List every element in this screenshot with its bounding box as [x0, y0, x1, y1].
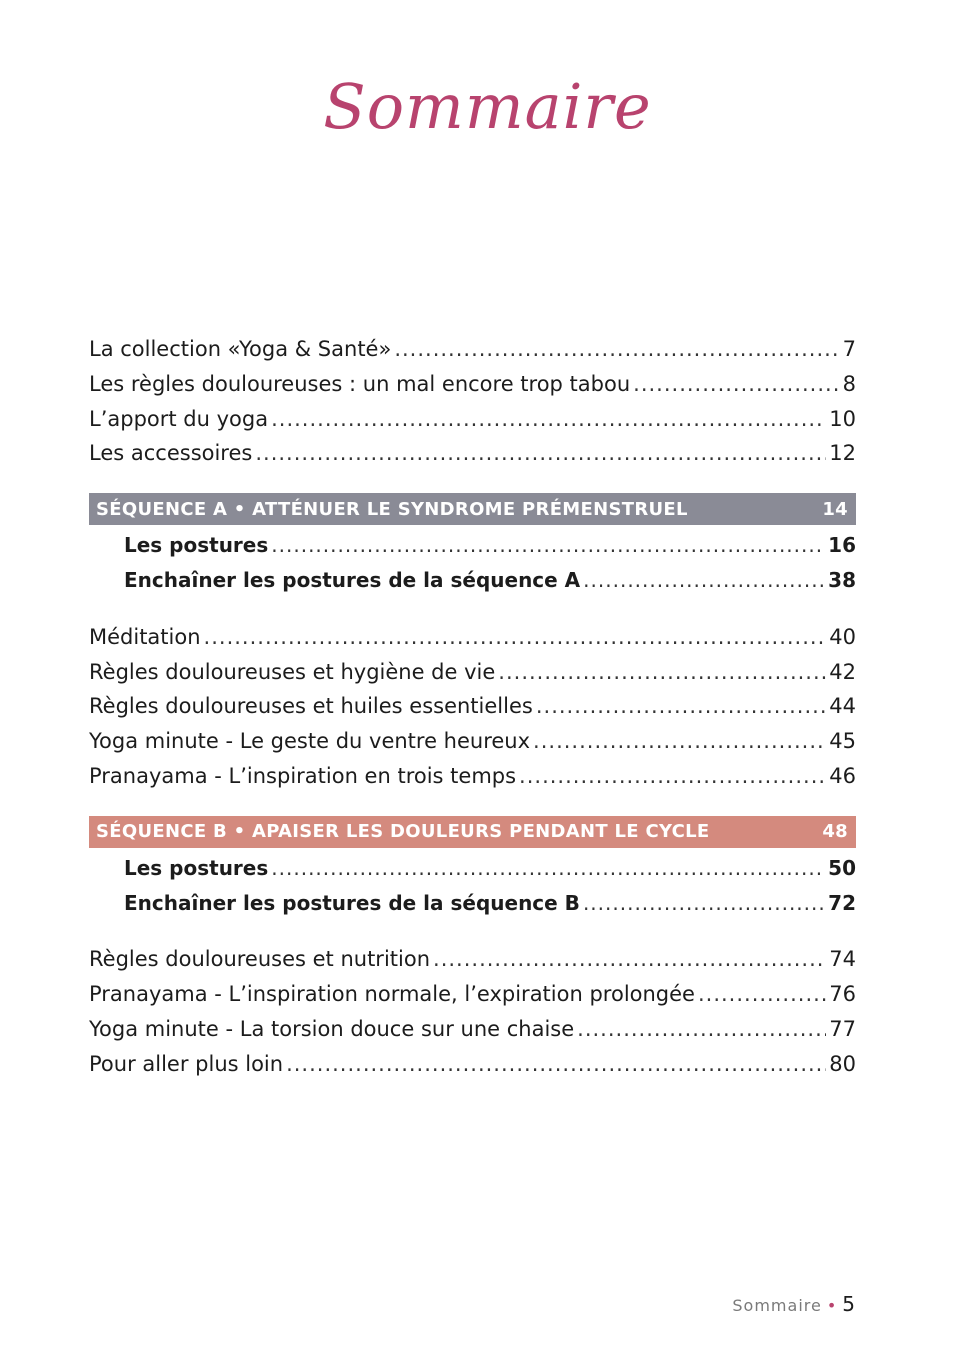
toc-entry-label: Règles douloureuses et hygiène de vie	[89, 659, 496, 684]
sequence-b-banner[interactable]	[89, 816, 856, 848]
dot-leader	[271, 528, 825, 563]
dot-leader	[519, 759, 826, 794]
toc-entry-label: Pour aller plus loin	[89, 1051, 284, 1076]
toc-subentry[interactable]	[89, 886, 856, 921]
sequence-a-banner[interactable]	[89, 493, 856, 525]
toc-entry-label: Les postures	[124, 533, 269, 558]
toc-entry-label: Yoga minute - La torsion douce sur une chaise	[89, 1016, 575, 1041]
dot-leader	[583, 886, 825, 921]
page-title: Sommaire	[323, 70, 652, 143]
toc-entry-label: Méditation	[89, 624, 201, 649]
toc-entry[interactable]	[89, 620, 856, 655]
dot-leader	[394, 332, 839, 367]
toc-entry[interactable]	[89, 759, 856, 794]
toc-entry[interactable]	[89, 1012, 856, 1047]
dot-leader	[533, 724, 826, 759]
toc-entry-label: Pranayama - L’inspiration en trois temps	[89, 763, 517, 788]
toc-entry-page: 77	[829, 1016, 856, 1041]
toc-entry-label: Yoga minute - Le geste du ventre heureux	[89, 729, 531, 754]
dot-leader	[577, 1012, 826, 1047]
toc-entry-page: 42	[829, 659, 856, 684]
toc-entry[interactable]	[89, 977, 856, 1012]
dot-leader	[271, 851, 825, 886]
toc-entry-page: 38	[828, 567, 856, 592]
toc-entry-page: 10	[829, 406, 856, 431]
toc-entry-page: 76	[829, 982, 856, 1007]
toc-entry-page: 50	[828, 855, 856, 880]
toc-entry[interactable]	[89, 332, 856, 367]
toc-subentry[interactable]	[89, 563, 856, 598]
toc-entry-label: Enchaîner les postures de la séquence A	[124, 567, 581, 592]
toc-entry[interactable]	[89, 942, 856, 977]
toc-entry[interactable]	[89, 367, 856, 402]
toc-entry-label: Règles douloureuses et nutrition	[89, 947, 431, 972]
dot-leader	[633, 367, 839, 402]
page-footer	[732, 1292, 856, 1316]
dot-leader	[271, 402, 826, 437]
toc-entry-label: Enchaîner les postures de la séquence B	[124, 890, 580, 915]
dot-leader	[286, 1047, 826, 1082]
dot-leader	[536, 689, 826, 724]
toc-entry-label: Les accessoires	[89, 441, 253, 466]
toc-entry[interactable]	[89, 1047, 856, 1082]
dot-leader	[433, 942, 826, 977]
sequence-b-page: 48	[822, 821, 848, 843]
toc-entry-page: 40	[829, 624, 856, 649]
toc-entry-label: Pranayama - L’inspiration normale, l’expiration prolongée	[89, 982, 695, 1007]
toc-entry[interactable]	[89, 689, 856, 724]
toc-entry-label: L’apport du yoga	[89, 406, 269, 431]
toc-subentry[interactable]	[89, 528, 856, 563]
toc-entry-page: 80	[829, 1051, 856, 1076]
sequence-b-title: SÉQUENCE B • APAISER LES DOULEURS PENDANT LE CYCLE	[96, 821, 710, 843]
toc-entry-page: 16	[828, 533, 856, 558]
dot-leader	[498, 655, 826, 690]
toc-entry-label: Règles douloureuses et huiles essentielles	[89, 694, 533, 719]
dot-leader	[698, 977, 826, 1012]
toc-entry-label: La collection «Yoga & Santé»	[89, 337, 392, 361]
toc-entry-label: Les postures	[124, 855, 269, 880]
toc-entry[interactable]	[89, 436, 856, 471]
toc-entry-page: 12	[829, 441, 856, 466]
toc-entry-page: 74	[829, 947, 856, 972]
dot-leader	[583, 563, 825, 598]
toc-entry-page: 72	[828, 890, 856, 915]
toc-entry-page: 46	[829, 763, 856, 788]
toc-entry[interactable]	[89, 724, 856, 759]
toc-entry[interactable]	[89, 402, 856, 437]
spacer	[89, 920, 856, 942]
toc-entry-page: 44	[829, 694, 856, 719]
toc-entry-page: 8	[842, 371, 856, 396]
toc-entry-page: 7	[842, 337, 856, 361]
toc-subentry[interactable]	[89, 851, 856, 886]
sequence-a-page: 14	[822, 498, 848, 520]
footer-section-label: Sommaire	[732, 1296, 822, 1315]
sequence-a-title: SÉQUENCE A • ATTÉNUER LE SYNDROME PRÉMENSTRUEL	[96, 498, 688, 520]
toc-entry-page: 45	[829, 729, 856, 754]
page-number: 5	[842, 1292, 856, 1316]
toc-entry[interactable]	[89, 655, 856, 690]
toc-entry-label: Les règles douloureuses : un mal encore trop tabou	[89, 371, 631, 396]
dot-leader	[204, 620, 827, 655]
spacer	[89, 598, 856, 620]
table-of-contents	[89, 332, 856, 1082]
dot-leader	[255, 436, 826, 471]
bullet-icon: •	[826, 1296, 838, 1315]
